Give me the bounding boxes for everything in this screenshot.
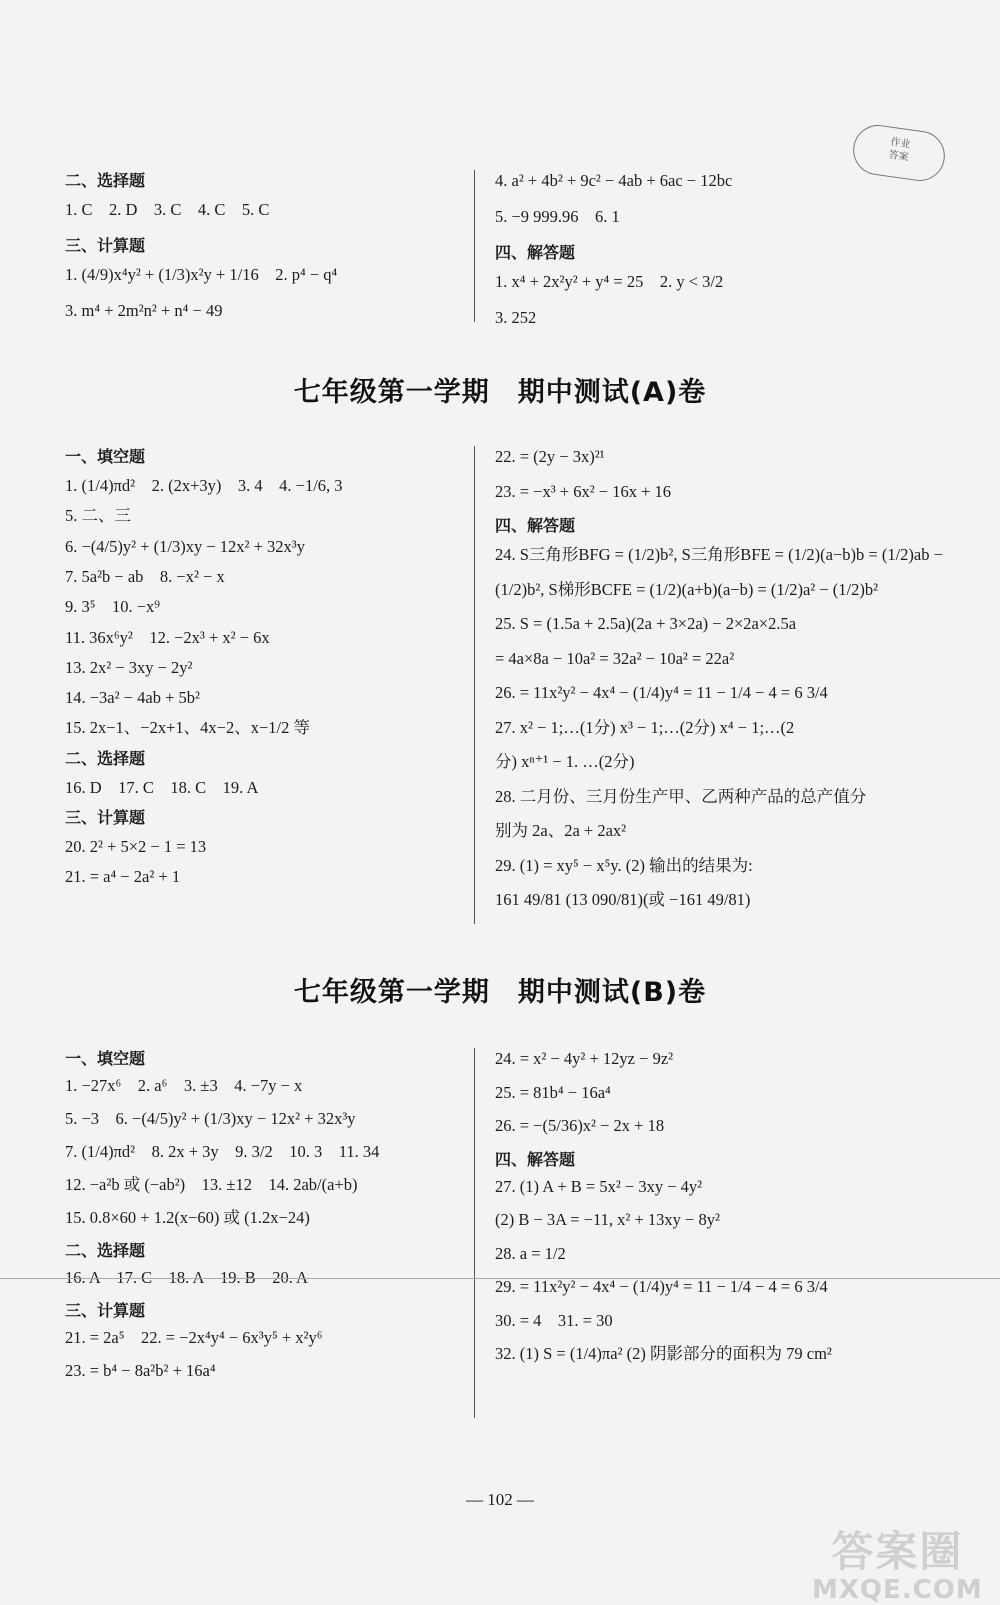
answer-line: = 4a×8a − 10a² = 32a² − 10a² = 22a² [495,648,735,668]
section-heading: 三、计算题 [65,1301,146,1320]
answer-line: 20. 2² + 5×2 − 1 = 13 [65,837,207,856]
answer-line: 16. A 17. C 18. A 19. B 20. A [65,1268,308,1287]
answer-line: 3. 252 [495,308,537,327]
answer-line: 23. = b⁴ − 8a²b² + 16a⁴ [65,1361,216,1380]
column-divider [474,446,475,924]
answer-line: 21. = 2a⁵ 22. = −2x⁴y⁴ − 6x³y⁵ + x²y⁶ [65,1328,323,1347]
section-heading: 二、选择题 [65,171,146,190]
answer-line: 15. 2x−1、−2x+1、4x−2、x−1/2 等 [65,718,310,738]
answer-line: 30. = 4 31. = 30 [495,1310,613,1330]
section-heading: 四、解答题 [495,1149,576,1169]
answer-line: 6. −(4/5)y² + (1/3)xy − 12x² + 32x³y [65,536,305,556]
answer-line: 25. = 81b⁴ − 16a⁴ [495,1082,611,1102]
answer-line: 27. (1) A + B = 5x² − 3xy − 4y² [495,1176,703,1196]
answer-line: 11. 36x⁶y² 12. −2x³ + x² − 6x [65,627,270,647]
scan-line [0,1278,1000,1279]
section-top [0,170,1000,330]
answer-line: 23. = −x³ + 6x² − 16x + 16 [495,481,672,501]
stamp-line-2: 答案 [887,149,910,164]
answer-line: 1. (1/4)πd² 2. (2x+3y) 3. 4 4. −1/6, 3 [65,476,343,495]
answer-line: 29. = 11x²y² − 4x⁴ − (1/4)y⁴ = 11 − 1/4 − 4 = 6 3/4 [495,1277,828,1296]
column-divider [474,170,475,322]
answer-line: 24. S三角形BFG = (1/2)b², S三角形BFE = (1/2)(a−b)b = (1/2)ab − [495,545,943,564]
answer-line: 1. x⁴ + 2x²y² + y⁴ = 25 2. y < 3/2 [495,272,724,291]
answer-line: 26. = −(5/36)x² − 2x + 18 [495,1116,665,1135]
stamp-line-1: 作业 [889,136,911,151]
answer-line: 12. −a²b 或 (−ab²) 13. ±12 14. 2ab/(a+b) [65,1175,358,1194]
section-heading: 四、解答题 [495,243,576,262]
answer-line: 15. 0.8×60 + 1.2(x−60) 或 (1.2x−24) [65,1208,310,1227]
answer-line: 25. S = (1.5a + 2.5a)(2a + 3×2a) − 2×2a×2.5a [495,614,797,633]
answer-line: 1. C 2. D 3. C 4. C 5. C [65,200,270,219]
answer-line: 9. 3⁵ 10. −x⁹ [65,597,161,617]
section-heading: 三、计算题 [65,808,146,827]
answer-line: 26. = 11x²y² − 4x⁴ − (1/4)y⁴ = 11 − 1/4 − 4 = 6 3/4 [495,683,828,702]
page-number: — 102 — [466,1490,534,1509]
answer-line: 1. −27x⁶ 2. a⁶ 3. ±3 4. −7y − x [65,1076,303,1095]
answer-line: 161 49/81 (13 090/81)(或 −161 49/81) [495,890,751,909]
section-heading: 二、选择题 [65,748,146,768]
section-heading: 四、解答题 [495,516,576,535]
answer-line: 13. 2x² − 3xy − 2y² [65,657,193,677]
answer-line: 29. (1) = xy⁵ − x⁵y. (2) 输出的结果为: [495,855,753,875]
answer-line: 3. m⁴ + 2m²n² + n⁴ − 49 [65,301,223,320]
section-heading: 一、填空题 [65,447,146,466]
answer-line: 24. = x² − 4y² + 12yz − 9z² [495,1049,674,1068]
column-divider [474,1048,475,1418]
answer-line: 28. a = 1/2 [495,1243,566,1263]
answer-line: 7. (1/4)πd² 8. 2x + 3y 9. 3/2 10. 3 11. 34 [65,1142,380,1161]
answer-line: 16. D 17. C 18. C 19. A [65,777,259,797]
watermark-logo [812,1528,983,1604]
answer-line: 32. (1) S = (1/4)πa² (2) 阴影部分的面积为 79 cm² [495,1344,832,1363]
answer-line: 28. 二月份、三月份生产甲、乙两种产品的总产值分 [495,786,867,806]
answer-line: 14. −3a² − 4ab + 5b² [65,688,200,708]
section-a-title: 七年级第一学期 期中测试(A)卷 [293,377,707,408]
section-b [0,1048,1000,1428]
answer-line: 别为 2a、2a + 2ax² [495,821,627,840]
watermark-line-1: 答案圈 [831,1527,964,1576]
answer-line: 7. 5a²b − ab 8. −x² − x [65,566,225,586]
answer-line: (2) B − 3A = −11, x² + 13xy − 8y² [495,1210,720,1229]
answer-line: 1. (4/9)x⁴y² + (1/3)x²y + 1/16 2. p⁴ − q⁴ [65,265,338,284]
section-heading: 一、填空题 [65,1049,146,1068]
answer-line: 5. −9 999.96 6. 1 [495,207,620,226]
answer-line: 4. a² + 4b² + 9c² − 4ab + 6ac − 12bc [495,171,733,190]
section-heading: 三、计算题 [65,236,146,255]
watermark-line-2: MXQE.COM [812,1575,983,1605]
answer-line: 分) xⁿ⁺¹ − 1. …(2分) [495,752,635,771]
answer-line: 5. 二、三 [65,506,131,526]
answer-line: 5. −3 6. −(4/5)y² + (1/3)xy − 12x² + 32x³y [65,1109,356,1128]
answer-line: 22. = (2y − 3x)²¹ [495,447,605,466]
answer-line: (1/2)b², S梯形BCFE = (1/2)(a+b)(a−b) = (1/2)a² − (1/2)b² [495,579,879,599]
section-b-title: 七年级第一学期 期中测试(B)卷 [293,977,707,1008]
answer-line: 21. = a⁴ − 2a² + 1 [65,867,181,887]
answer-line: 27. x² − 1;…(1分) x³ − 1;…(2分) x⁴ − 1;…(2 [495,717,795,737]
section-heading: 二、选择题 [65,1241,146,1260]
section-a [0,446,1000,936]
